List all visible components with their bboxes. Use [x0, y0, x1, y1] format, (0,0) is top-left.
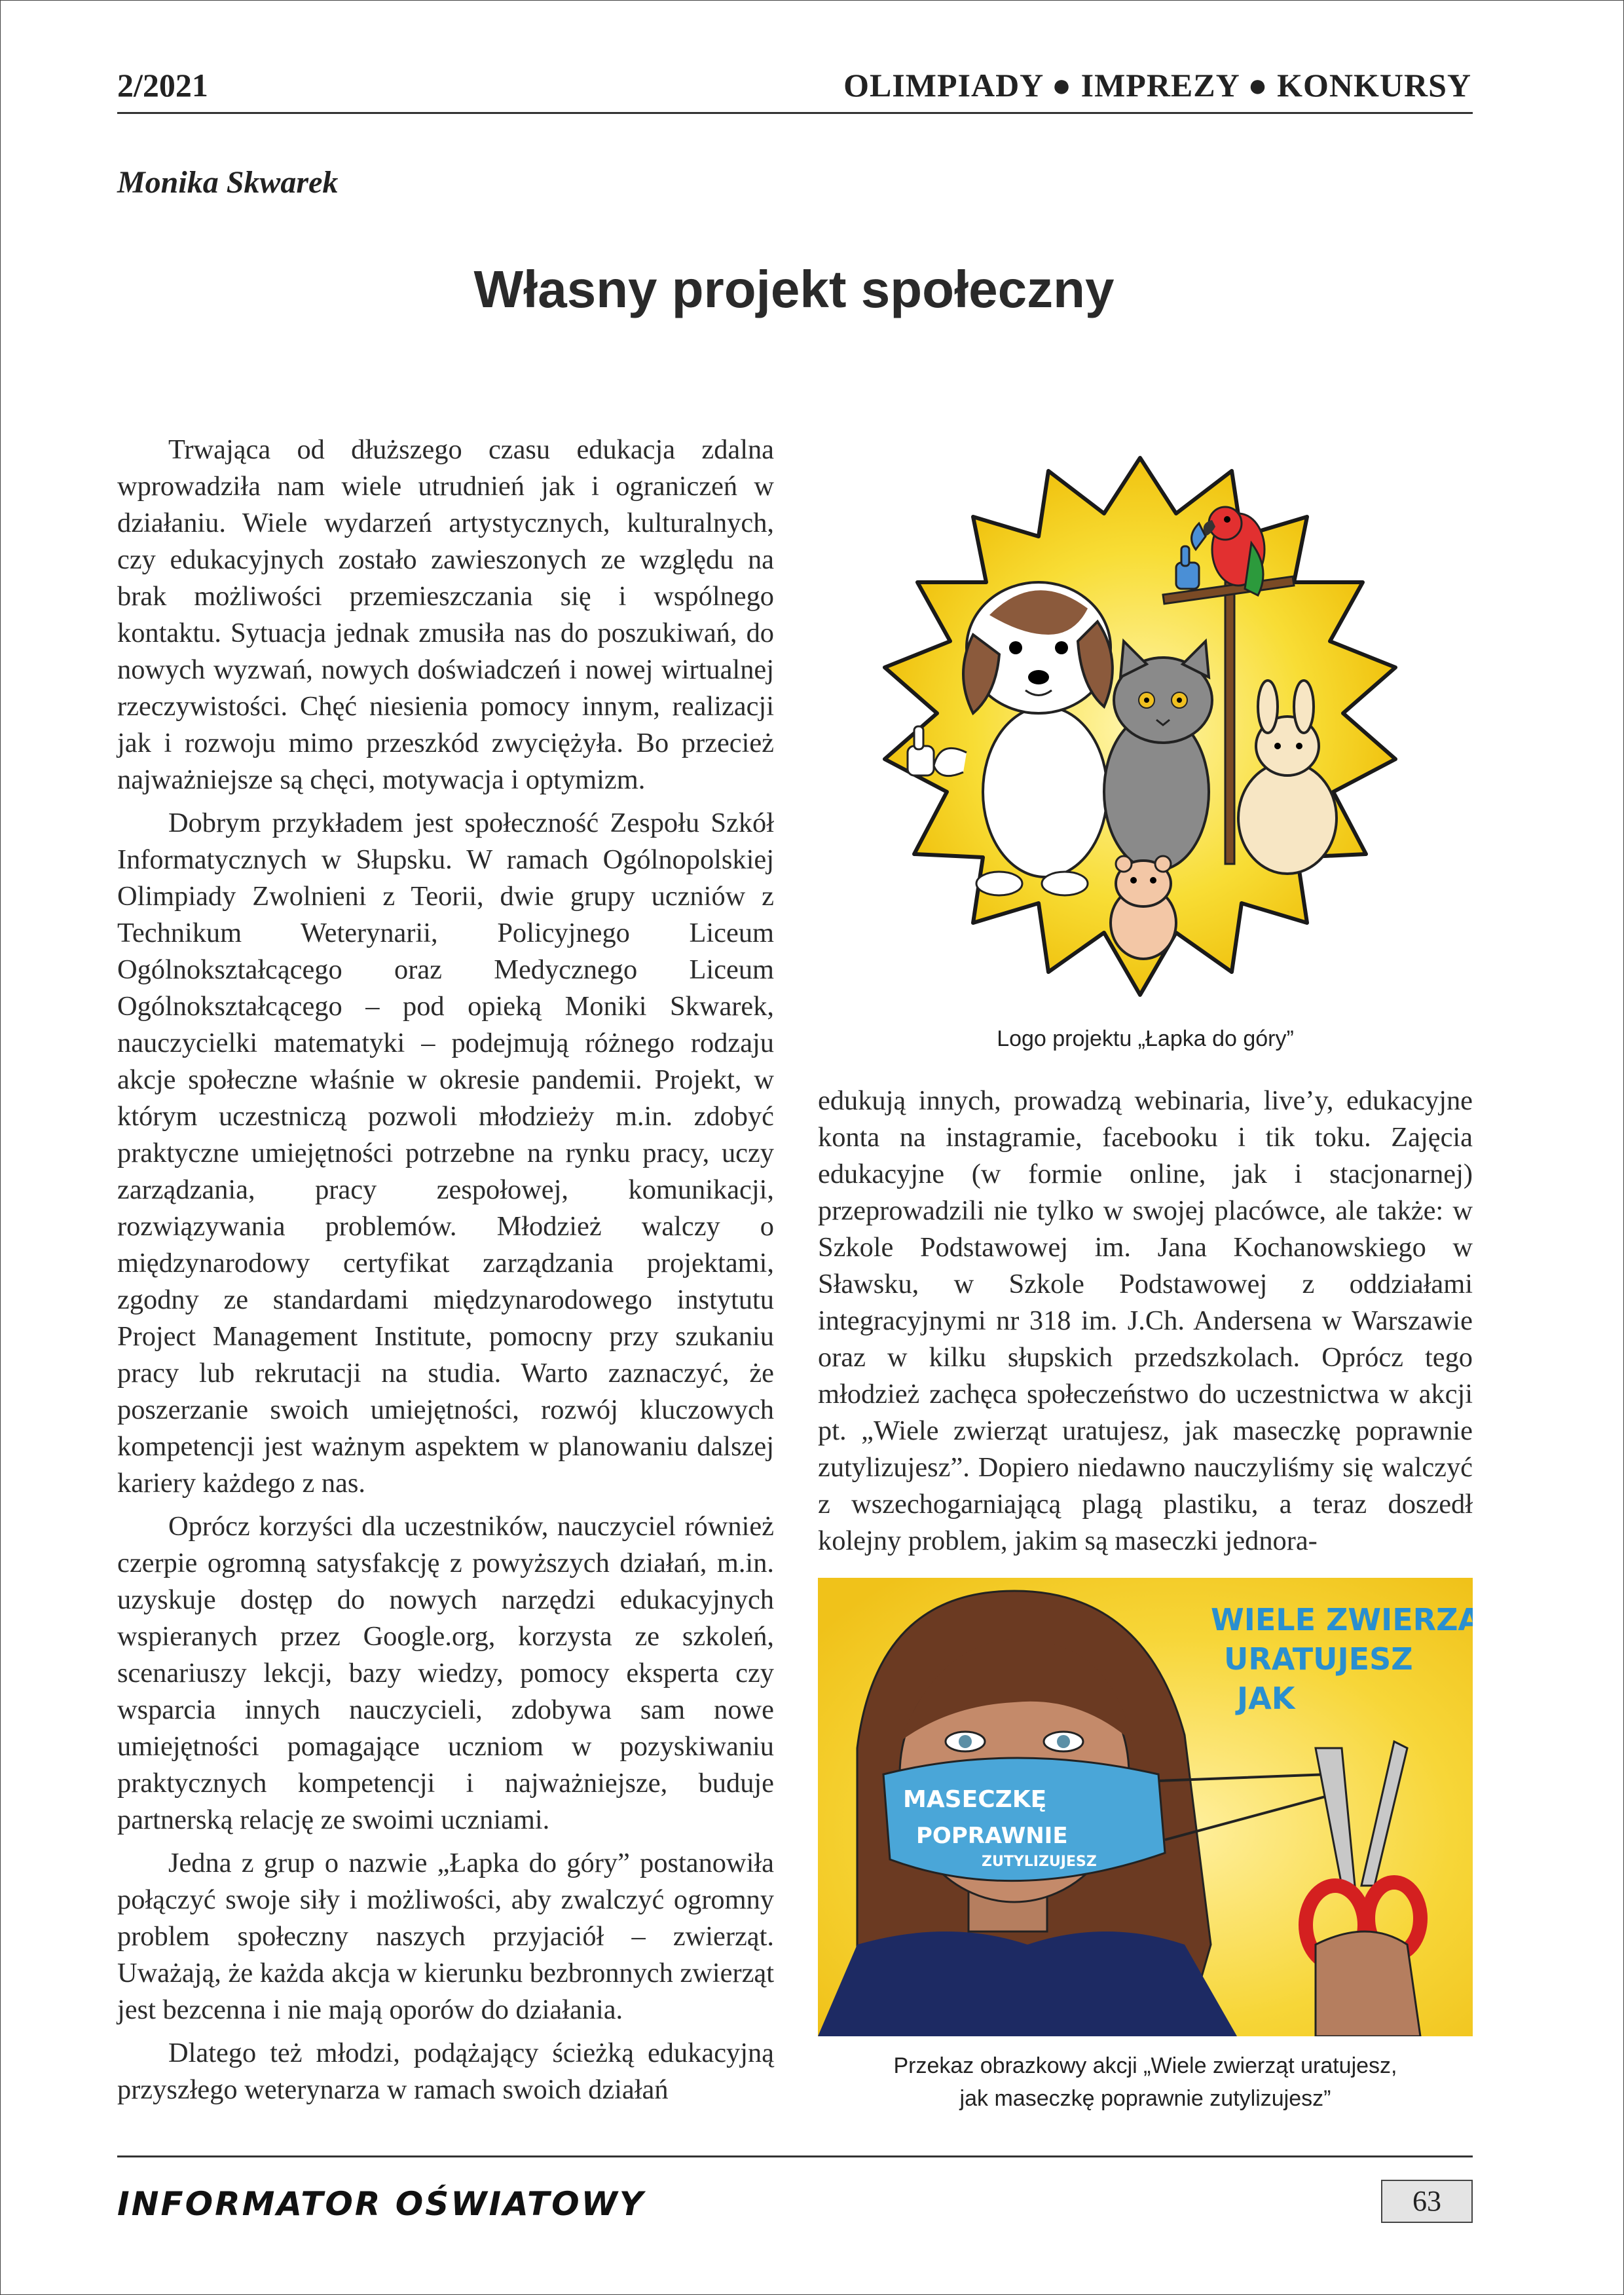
slogan-line-3: JAK: [1237, 1681, 1295, 1716]
paragraph: Dobrym przykładem jest społeczność Zespołu Szkół Informatycznych w Słupsku. W ramach Ogólnopolskiej Olimpiady Zwolnieni z Teorii, dwie grupy uczniów z Technikum Weterynarii, Policyjnego Liceum Ogólnokształcącego oraz Medycznego Liceum Ogólnokształcącego – pod opieką Moniki Skwarek, nauczycielki matematyki – podejmują różnego rodzaju akcje społeczne właśnie w okresie pandemii. Projekt, w którym uczestniczą pozwoli młodzieży m.in. zdobyć praktyczne umiejętności potrzebne na rynku pracy, uczy zarządzania, pracy zespołowej, komunikacji, rozwiązywania problemów. Młodzież walczy o międzynarodowy certyfikat zarządzania projektami, zgodny ze standardami międzynarodowego instytutu Project Management Institute, pomocny przy szukaniu pracy lub rekrutacji na studia. Warto zaznaczyć, że poszerzanie swoich umiejętności, rozwój kluczowych kompetencji jest ważnym aspektem w planowaniu dalszej kariery każdego z nas.: [117, 808, 774, 1499]
slogan-line-1: WIELE ZWIERZĄT: [1211, 1602, 1473, 1637]
article-author: Monika Skwarek: [117, 165, 339, 200]
issue-number: 2/2021: [117, 67, 208, 103]
hamster-icon: [1111, 856, 1176, 959]
poster-caption-line-1: Przekaz obrazkowy akcji „Wiele zwierząt uratujesz,: [893, 2053, 1397, 2078]
paragraph: Oprócz korzyści dla uczestników, nauczyciel również czerpie ogromną satysfakcję z powyższych działań, m.in. uzyskuje dostęp do nowych narzędzi edukacyjnych wspieranych przez Google.org, korzysta ze szkoleń, scenariuszy lekcji, bazy wiedzy, pomocy eksperta czy wsparcia innych nauczycieli, zdobywa sam nowe umiejętności pomagające uczniom w pozyskiwaniu praktycznych kompetencji i najważniejsze, buduje partnerską relację ze swoimi uczniami.: [117, 1511, 774, 1835]
footer-rule: [117, 2155, 1473, 2157]
left-column: [117, 432, 774, 2115]
header-rule: [117, 112, 1473, 114]
cat-icon: [1104, 641, 1212, 870]
slogan-line-2: URATUJESZ: [1224, 1641, 1413, 1677]
paragraph: Trwająca od dłuższego czasu edukacja zdalna wprowadziła nam wiele utrudnień jak i ograniczeń w działaniu. Wiele wydarzeń artystycznych, kulturalnych, czy edukacyjnych zostało zawieszonych ze względu na brak możliwości przemieszczania się i wspólnego kontaktu. Sytuacja jednak zmusiła nas do poszukiwań, do nowych wyzwań, nowych doświadczeń i nowej wirtualnej rzeczywistości. Chęć niesienia pomocy innym, realizacji jak i rozwoju mimo przeszkód zwyciężyła. Bo przecież najważniejsze są chęci, motywacja i optymizm.: [117, 434, 774, 795]
mask-text-2: POPRAWNIE: [916, 1823, 1068, 1849]
mask-text-3: ZUTYLIZUJESZ: [982, 1854, 1097, 1870]
article-title: Własny projekt społeczny: [473, 260, 1115, 318]
section-title: OLIMPIADY ● IMPREZY ● KONKURSY: [843, 67, 1471, 103]
project-logo-image: [868, 451, 1412, 1005]
mask-campaign-image: [818, 1578, 1473, 2036]
paragraph: Dlatego też młodzi, podążający ścieżką edukacyjną przyszłego weterynarza w ramach swoich działań: [117, 2038, 774, 2105]
page-number: 63: [1381, 2180, 1473, 2223]
woman-mask-illustration: [818, 1578, 1473, 2036]
sun-animals-illustration: [868, 451, 1412, 1005]
shirt: [818, 1931, 1237, 2036]
paragraph: edukują innych, prowadzą webinaria, live’y, edukacyjne konta na instagramie, facebooku i tik toku. Zajęcia edukacyjne (w formie online, jak i stacjonarnej) przeprowadzili nie tylko w swojej placówce, ale także: w Szkole Podstawowej im. Jana Kochanowskiego w Sławsku, w Szkole Podstawowej z oddziałami integracyjnymi nr 318 im. J.Ch. Andersena w Warszawie oraz w kilku słupskich przedszkolach. Oprócz tego młodzież zachęca społeczeństwo do uczestnictwa w akcji pt. „Wiele zwierząt uratujesz, jak maseczkę poprawnie zutylizujesz”. Dopiero niedawno nauczyliśmy się walczyć z wszechogarniającą plagą plastiku, a teraz doszedł kolejny problem, jakim są maseczki jednora-: [818, 1085, 1473, 1556]
right-column: [818, 1083, 1473, 1566]
publication-brand: INFORMATOR OŚWIATOWY: [117, 2185, 645, 2223]
paragraph: Jedna z grup o nazwie „Łapka do góry” postanowiła połączyć swoje siły i możliwości, aby zwalczyć ogromny problem społeczny naszych przyjaciół – zwierząt. Uważają, że każda akcja w kierunku bezbronnych zwierząt jest bezcenna i nie mają oporów do działania.: [117, 1848, 774, 2025]
poster-caption: [818, 2049, 1473, 2115]
mask-text-1: MASECZKĘ: [903, 1786, 1047, 1813]
logo-caption: Logo projektu „Łapka do góry”: [997, 1026, 1294, 1051]
poster-caption-line-2: jak maseczkę poprawnie zutylizujesz”: [959, 2086, 1331, 2111]
hand: [1316, 1931, 1420, 2036]
